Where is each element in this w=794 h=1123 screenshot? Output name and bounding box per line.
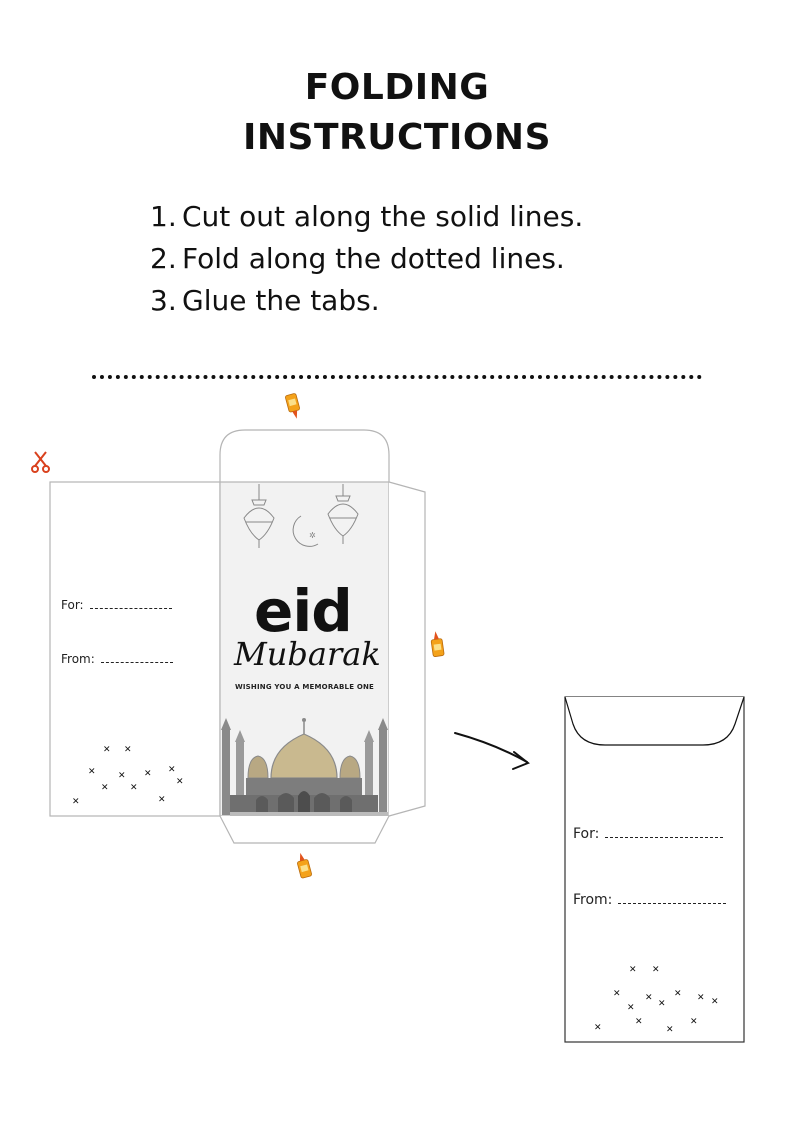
step-number: 3. (150, 284, 177, 317)
step-text: Fold along the dotted lines. (182, 242, 565, 275)
from-label: From: (61, 652, 95, 666)
svg-text:✕: ✕ (101, 783, 109, 793)
back-panel (50, 482, 220, 816)
svg-text:✕: ✕ (594, 1023, 602, 1033)
svg-text:✲: ✲ (309, 531, 316, 540)
svg-text:✕: ✕ (88, 767, 96, 777)
svg-text:✕: ✕ (652, 965, 660, 975)
for-field (61, 598, 172, 612)
greeting-mubarak: Mubarak (234, 635, 381, 673)
svg-text:✕: ✕ (629, 965, 637, 975)
title-line-2: INSTRUCTIONS (243, 117, 551, 158)
glue-bottle-icon (285, 393, 302, 420)
finished-for-blank-line (605, 837, 723, 838)
svg-text:✕: ✕ (658, 999, 666, 1009)
svg-text:✕: ✕ (176, 777, 184, 787)
svg-text:✕: ✕ (711, 997, 719, 1007)
glue-bottle-icon (295, 851, 312, 878)
finished-for-field (573, 826, 723, 842)
step-text: Glue the tabs. (182, 284, 380, 317)
top-flap (220, 430, 389, 482)
svg-text:✕: ✕ (103, 745, 111, 755)
greeting-eid: eid (254, 577, 352, 645)
svg-text:✕: ✕ (168, 765, 176, 775)
for-blank-line (90, 608, 172, 609)
svg-text:✕: ✕ (124, 745, 132, 755)
svg-text:✕: ✕ (666, 1025, 674, 1035)
svg-text:✕: ✕ (645, 993, 653, 1003)
finished-from-field (573, 892, 726, 908)
finished-for-label: For: (573, 826, 600, 842)
svg-text:✕: ✕ (72, 797, 80, 807)
for-label: For: (61, 598, 84, 612)
step-number: 1. (150, 200, 177, 233)
arrow-icon (455, 733, 528, 769)
svg-text:✕: ✕ (627, 1003, 635, 1013)
svg-text:✕: ✕ (158, 795, 166, 805)
finished-envelope (565, 697, 744, 1042)
step-text: Cut out along the solid lines. (182, 200, 584, 233)
svg-text:✕: ✕ (674, 989, 682, 999)
scissors-icon (32, 452, 49, 472)
step-number: 2. (150, 242, 177, 275)
svg-text:✕: ✕ (690, 1017, 698, 1027)
finished-from-blank-line (618, 903, 726, 904)
from-field (61, 652, 173, 666)
svg-text:✕: ✕ (613, 989, 621, 999)
right-tab (389, 482, 425, 816)
svg-text:✕: ✕ (118, 771, 126, 781)
title-line-1: FOLDING (304, 67, 490, 108)
svg-text:✕: ✕ (697, 993, 705, 1003)
svg-text:✕: ✕ (635, 1017, 643, 1027)
finished-from-label: From: (573, 892, 613, 908)
tagline: WISHING YOU A MEMORABLE ONE (234, 683, 375, 691)
glue-bottle-icon (430, 631, 444, 657)
svg-text:✕: ✕ (144, 769, 152, 779)
from-blank-line (101, 662, 173, 663)
svg-text:✕: ✕ (130, 783, 138, 793)
bottom-tab (220, 816, 389, 843)
